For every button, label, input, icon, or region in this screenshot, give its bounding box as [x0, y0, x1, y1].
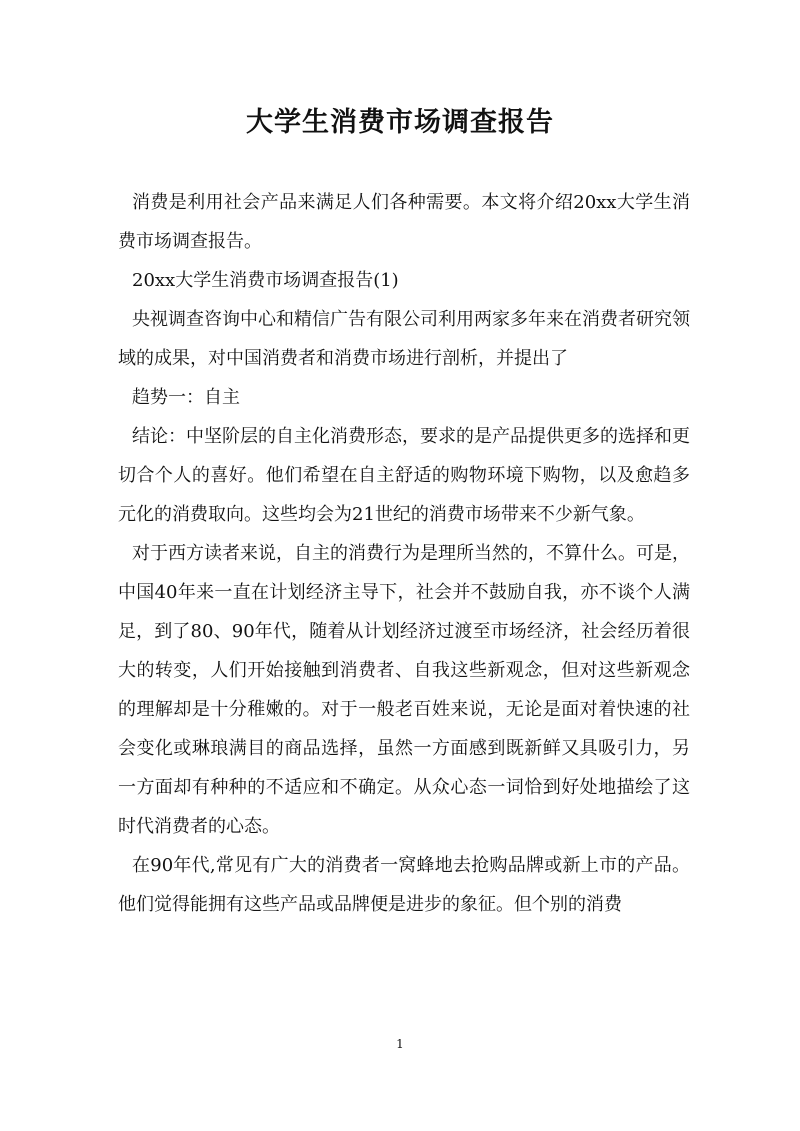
paragraph-trend-heading: 趋势一：自主 — [132, 387, 240, 408]
paragraph-western-readers: 对于西方读者来说，自主的消费行为是理所当然的，不算什么。可是，中国40年来一直在计划经济主导下，社会并不鼓励自我，亦不谈个人满足，到了80、90年代，随着从计划经济过渡至市场经济，社会经历着很大的转变，人们开始接触到消费者、自我这些新观念，但对这些新观念的理解却是十分稚嫩的。对于一般老百姓来说，无论是面对着快速的社会变化或琳琅满目的商品选择，虽然一方面感到既新鲜又具吸引力，另一方面却有种种的不适应和不确定。从众心态一词恰到好处地描绘了这时代消费者的心态。 — [118, 543, 690, 837]
paragraph-section-heading: 20xx大学生消费市场调查报告(1) — [132, 270, 399, 291]
paragraph-research-summary: 央视调查咨询中心和精信广告有限公司利用两家多年来在消费者研究领域的成果，对中国消费者和消费市场进行剖析，并提出了 — [118, 309, 690, 369]
paragraph-conclusion: 结论：中坚阶层的自主化消费形态，要求的是产品提供更多的选择和更切合个人的喜好。他们希望在自主舒适的购物环境下购物，以及愈趋多元化的消费取向。这些均会为21世纪的消费市场带来不少新气象。 — [118, 426, 690, 525]
document-title: 大学生消费市场调查报告 — [246, 107, 554, 138]
paragraph-nineties: 在90年代,常见有广大的消费者一窝蜂地去抢购品牌或新上市的产品。他们觉得能拥有这些产品或品牌便是进步的象征。但个别的消费 — [118, 855, 690, 915]
document-body — [118, 183, 690, 924]
page-number: 1 — [396, 1037, 404, 1051]
paragraph-intro: 消费是利用社会产品来满足人们各种需要。本文将介绍20xx大学生消费市场调查报告。 — [118, 192, 690, 252]
